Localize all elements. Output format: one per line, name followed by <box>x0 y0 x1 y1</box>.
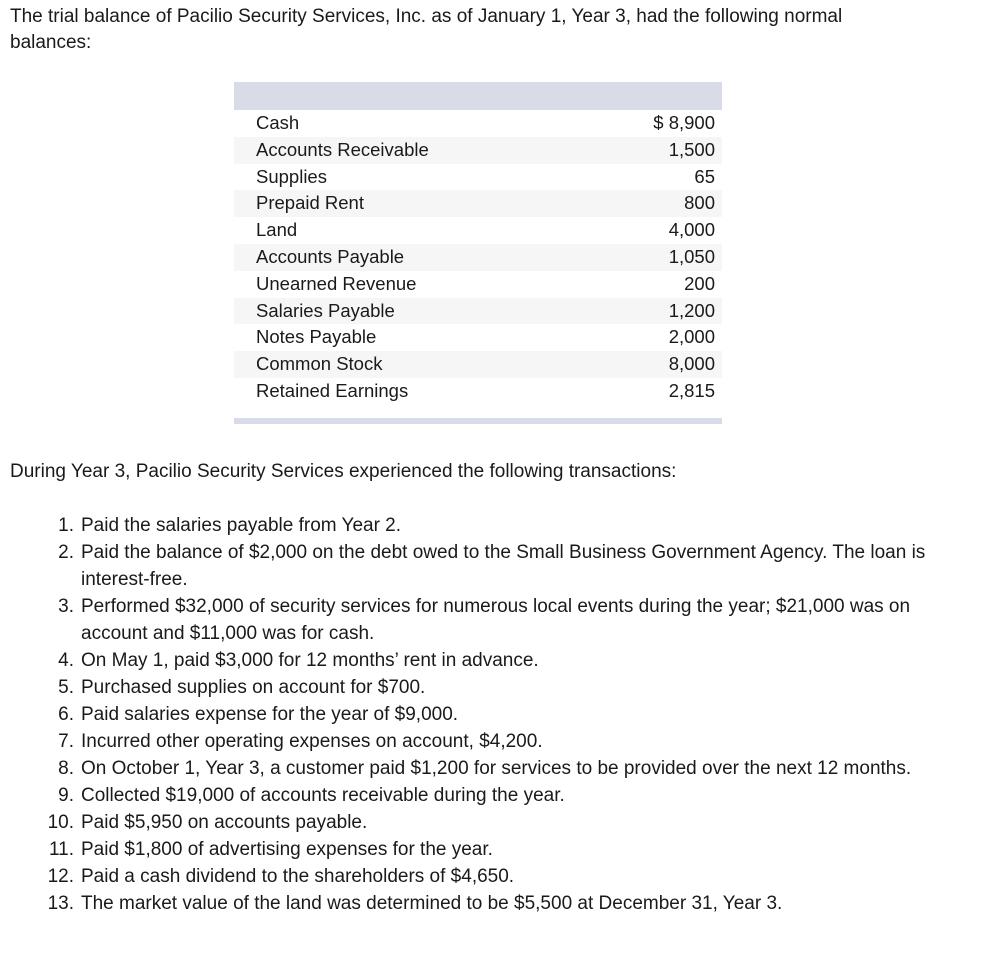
account-name: Unearned Revenue <box>256 272 417 294</box>
account-amount: 2,815 <box>668 379 715 401</box>
table-footer-bar <box>234 418 722 424</box>
list-item <box>40 647 960 674</box>
list-item <box>40 593 960 647</box>
item-number: 11. <box>48 839 74 860</box>
list-item <box>40 755 960 782</box>
item-number: 2. <box>58 542 74 563</box>
item-text: Paid a cash dividend to the shareholders of $4,650. <box>81 866 515 887</box>
list-item <box>40 512 960 539</box>
account-amount: 1,500 <box>668 138 715 160</box>
account-amount: 4,000 <box>668 219 715 241</box>
table-header-bar <box>234 82 722 110</box>
item-number: 7. <box>58 731 74 752</box>
account-name: Prepaid Rent <box>256 192 364 214</box>
transactions-intro: During Year 3, Pacilio Security Services experienced the following transactions: <box>10 461 677 482</box>
item-text: On May 1, paid $3,000 for 12 months’ rent in advance. <box>81 650 539 671</box>
table-row <box>234 298 722 325</box>
item-text: Performed $32,000 of security services for numerous local events during the year; $21,000 was on account and $11,000 was for cash. <box>81 596 911 644</box>
item-number: 4. <box>58 650 74 671</box>
list-item <box>40 674 960 701</box>
account-name: Accounts Payable <box>256 245 405 267</box>
item-number: 6. <box>58 704 74 725</box>
account-amount: 65 <box>694 165 715 187</box>
list-item <box>40 809 960 836</box>
account-name: Notes Payable <box>256 326 377 348</box>
list-item <box>40 539 960 593</box>
account-amount: 8,000 <box>668 353 715 375</box>
transactions-list <box>40 512 960 917</box>
item-text: Paid $1,800 of advertising expenses for the year. <box>81 839 493 860</box>
table-row <box>234 244 722 271</box>
list-item <box>40 701 960 728</box>
table-row <box>234 324 722 351</box>
account-name: Land <box>256 219 298 241</box>
table-row <box>234 110 722 137</box>
table-row <box>234 137 722 164</box>
trial-balance-rows <box>234 110 722 405</box>
table-row <box>234 351 722 378</box>
list-item <box>40 863 960 890</box>
item-text: Paid salaries expense for the year of $9,000. <box>81 704 459 725</box>
item-text: On October 1, Year 3, a customer paid $1,200 for services to be provided over the next 12 months. <box>81 758 912 779</box>
account-amount: 200 <box>684 272 715 294</box>
item-number: 3. <box>58 596 74 617</box>
item-number: 5. <box>58 677 74 698</box>
list-item <box>40 728 960 755</box>
item-text: Paid the balance of $2,000 on the debt owed to the Small Business Government Agency. The loan is interest-free. <box>81 542 926 590</box>
item-number: 10. <box>47 812 74 833</box>
item-text: Collected $19,000 of accounts receivable during the year. <box>81 785 565 806</box>
list-item <box>40 782 960 809</box>
item-text: The market value of the land was determined to be $5,500 at December 31, Year 3. <box>81 893 783 914</box>
account-name: Supplies <box>256 165 327 187</box>
table-row <box>234 164 722 191</box>
item-number: 13. <box>47 893 74 914</box>
item-number: 9. <box>58 785 74 806</box>
table-row <box>234 190 722 217</box>
item-text: Paid the salaries payable from Year 2. <box>81 515 402 536</box>
list-item <box>40 890 960 917</box>
item-text: Purchased supplies on account for $700. <box>81 677 426 698</box>
account-name: Common Stock <box>256 353 383 375</box>
account-name: Accounts Receivable <box>256 138 429 160</box>
account-amount: $ 8,900 <box>653 112 715 133</box>
account-amount: 2,000 <box>668 326 715 348</box>
item-text: Incurred other operating expenses on account, $4,200. <box>81 731 543 752</box>
intro-paragraph: The trial balance of Pacilio Security Services, Inc. as of January 1, Year 3, had the following normal balances: <box>10 6 843 53</box>
item-number: 12. <box>47 866 74 887</box>
account-amount: 1,200 <box>668 299 715 321</box>
item-number: 1. <box>58 515 74 536</box>
account-name: Cash <box>256 112 300 133</box>
item-text: Paid $5,950 on accounts payable. <box>81 812 368 833</box>
list-item <box>40 836 960 863</box>
account-name: Retained Earnings <box>256 379 409 401</box>
account-amount: 1,050 <box>668 245 715 267</box>
table-row <box>234 378 722 405</box>
item-number: 8. <box>58 758 74 779</box>
table-row <box>234 217 722 244</box>
trial-balance-table <box>234 82 722 424</box>
account-amount: 800 <box>684 192 715 214</box>
table-row <box>234 271 722 298</box>
account-name: Salaries Payable <box>256 299 395 321</box>
